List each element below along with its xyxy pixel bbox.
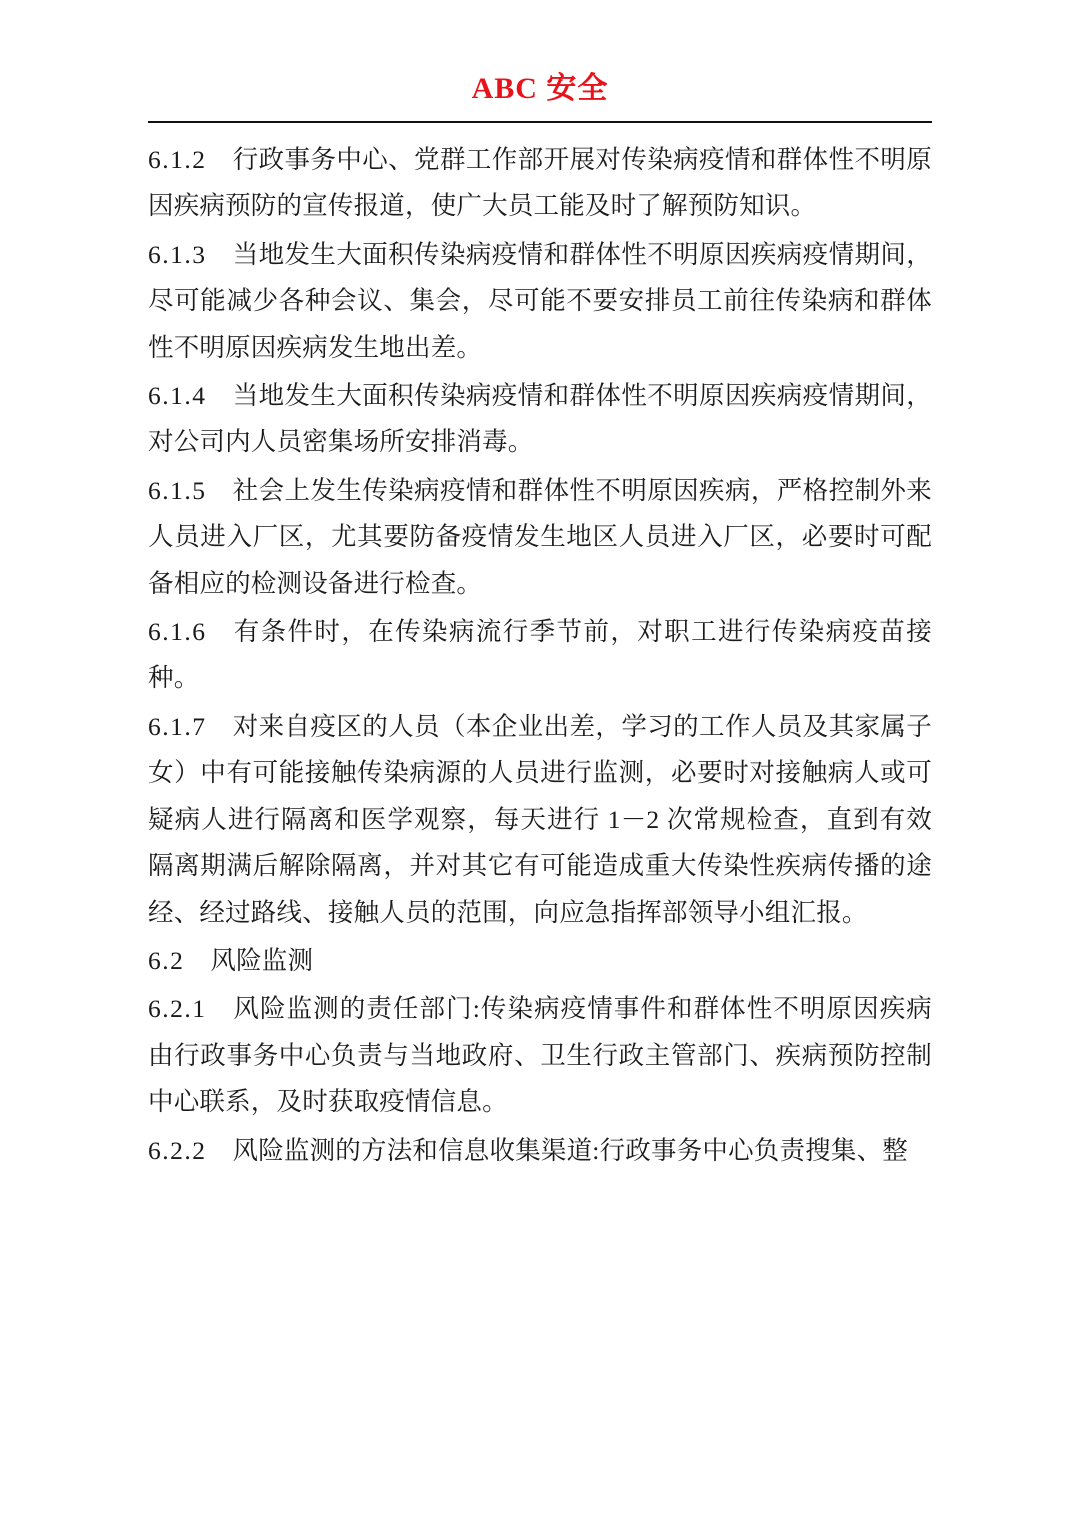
paragraph-text: 当地发生大面积传染病疫情和群体性不明原因疾病疫情期间，尽可能减少各种会议、集会，尽可能不要安排员工前往传染病和群体性不明原因疾病发生地出差。 — [148, 239, 932, 362]
paragraph-number: 6.1.5 — [148, 475, 207, 505]
paragraph — [148, 704, 932, 936]
paragraph-text: 社会上发生传染病疫情和群体性不明原因疾病，严格控制外来人员进入厂区，尤其要防备疫情发生地区人员进入厂区，必要时可配备相应的检测设备进行检查。 — [148, 475, 932, 598]
paragraph-number: 6.1.4 — [148, 381, 207, 411]
paragraph-number: 6.1.3 — [148, 239, 207, 269]
paragraph-number: 6.2 — [148, 945, 185, 975]
paragraph — [148, 373, 932, 466]
page-title: ABC 安全 — [471, 72, 609, 105]
document-header — [148, 0, 932, 123]
paragraph — [148, 232, 932, 371]
paragraph-text: 风险监测 — [210, 945, 314, 975]
paragraph-number: 6.1.6 — [148, 617, 207, 647]
paragraph-text: 有条件时，在传染病流行季节前，对职工进行传染病疫苗接种。 — [148, 617, 932, 693]
paragraph-text: 风险监测的责任部门:传染病疫情事件和群体性不明原因疾病由行政事务中心负责与当地政府、卫生行政主管部门、疾病预防控制中心联系，及时获取疫情信息。 — [148, 994, 932, 1117]
section-heading — [148, 938, 932, 984]
paragraph-number: 6.2.2 — [148, 1135, 207, 1165]
paragraph — [148, 609, 932, 702]
paragraph-number: 6.2.1 — [148, 994, 207, 1024]
paragraph — [148, 137, 932, 230]
paragraph-text: 当地发生大面积传染病疫情和群体性不明原因疾病疫情期间，对公司内人员密集场所安排消毒。 — [148, 381, 932, 457]
paragraph — [148, 1128, 932, 1174]
paragraph-text: 风险监测的方法和信息收集渠道:行政事务中心负责搜集、整 — [232, 1135, 908, 1165]
paragraph — [148, 468, 932, 607]
document-body — [148, 123, 932, 1174]
paragraph-number: 6.1.7 — [148, 711, 207, 741]
paragraph-text: 对来自疫区的人员（本企业出差，学习的工作人员及其家属子女）中有可能接触传染病源的人员进行监测，必要时对接触病人或可疑病人进行隔离和医学观察，每天进行 1－2 次常规检查，直到有效隔离期满后解除隔离，并对其它有可能造成重大传染性疾病传播的途经、经过路线、接触人员的范围，向应急指挥部领导小组汇报。 — [148, 711, 932, 927]
paragraph — [148, 986, 932, 1125]
paragraph-text: 行政事务中心、党群工作部开展对传染病疫情和群体性不明原因疾病预防的宣传报道，使广大员工能及时了解预防知识。 — [148, 145, 932, 221]
paragraph-number: 6.1.2 — [148, 145, 207, 174]
